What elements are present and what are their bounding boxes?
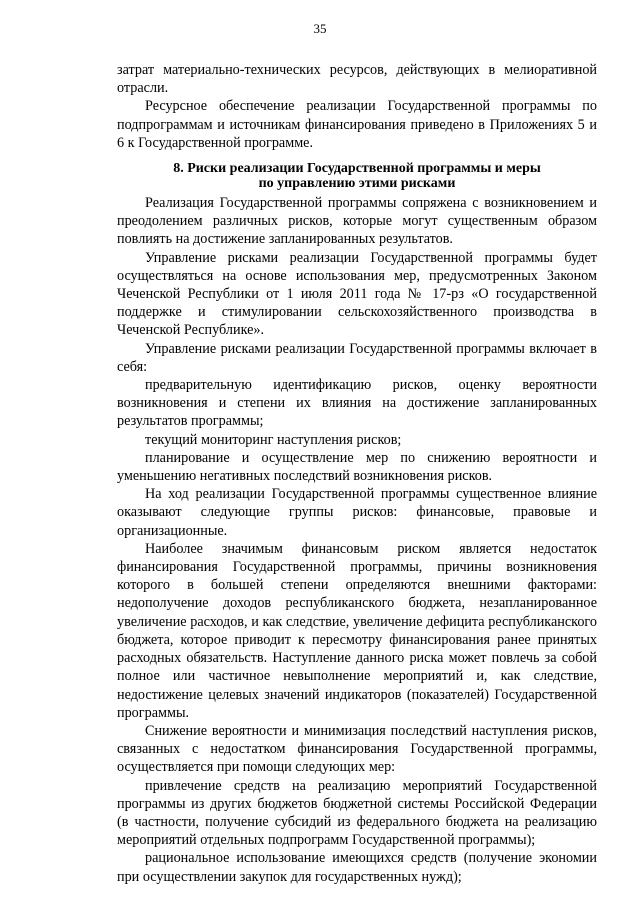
- paragraph-risk-groups: На ход реализации Государственной программы существенное влияние оказывают следующие группы рисков: финансовые, правовые и организационные.: [117, 486, 597, 539]
- page-number: 35: [313, 21, 327, 36]
- section-heading: [117, 161, 597, 191]
- list-item-identification: предварительную идентификацию рисков, оценку вероятности возникновения и степени их влияния на достижение запланированных результатов программы;: [117, 377, 597, 430]
- paragraph-continuation: затрат материально-технических ресурсов, действующих в мелиоративной отрасли.: [117, 62, 597, 97]
- list-item-attracting-funds: привлечение средств на реализацию мероприятий Государственной программы из других бюджетов бюджетной системы Российской Федерации (в частности, получение субсидий из федерального бюджета на реализацию мероприятий отдельных подпрограмм Государственной программы);: [117, 777, 597, 849]
- paragraph-financial-risk: Наиболее значимым финансовым риском является недостаток финансирования Государственной программы, причины возникновения которого в большей степени определяются внешними факторами: недополучение доходов республиканского бюджета, незапланированное увеличение расходов, и как следствие, увеличение дефицита республиканского бюджета, которое приводит к пересмотру финансирования ранее принятых расходных обязательств. Наступление данного риска может повлечь за собой полное или частичное невыполнение мероприятий и, как следствие, недостижение целевых значений индикаторов (показателей) Государственной программы.: [117, 540, 597, 721]
- list-item-planning: планирование и осуществление мер по снижению вероятности и уменьшению негативных последствий возникновения рисков.: [117, 449, 597, 485]
- section-heading-line-2: по управлению этими рисками: [258, 176, 456, 192]
- section-heading-line-1: 8. Риски реализации Государственной программы и меры: [173, 161, 541, 177]
- paragraph-risk-management-includes: Управление рисками реализации Государственной программы включает в себя:: [117, 340, 597, 375]
- paragraph-risks-intro: Реализация Государственной программы сопряжена с возникновением и преодолением различных рисков, которые могут существенным образом повлиять на достижение запланированных результатов.: [117, 195, 597, 248]
- paragraph-risk-mitigation: Снижение вероятности и минимизация последствий наступления рисков, связанных с недостатком финансирования Государственной программы, осуществляется при помощи следующих мер:: [117, 722, 597, 776]
- list-item-monitoring: текущий мониторинг наступления рисков;: [145, 431, 402, 448]
- document-body: [117, 61, 597, 886]
- paragraph-resource-support: Ресурсное обеспечение реализации Государственной программы по подпрограммам и источникам финансирования приведено в Приложениях 5 и 6 к Государственной программе.: [117, 98, 597, 151]
- list-item-rational-use: рациональное использование имеющихся средств (получение экономии при осуществлении закупок для государственных нужд);: [117, 850, 597, 885]
- paragraph-risk-management-law: Управление рисками реализации Государственной программы будет осуществляться на основе использования мер, предусмотренных Законом Чеченской Республики от 1 июля 2011 года № 17-рз «О государственной поддержке и стимулировании сельскохозяйственного производства в Чеченской Республике».: [117, 249, 597, 339]
